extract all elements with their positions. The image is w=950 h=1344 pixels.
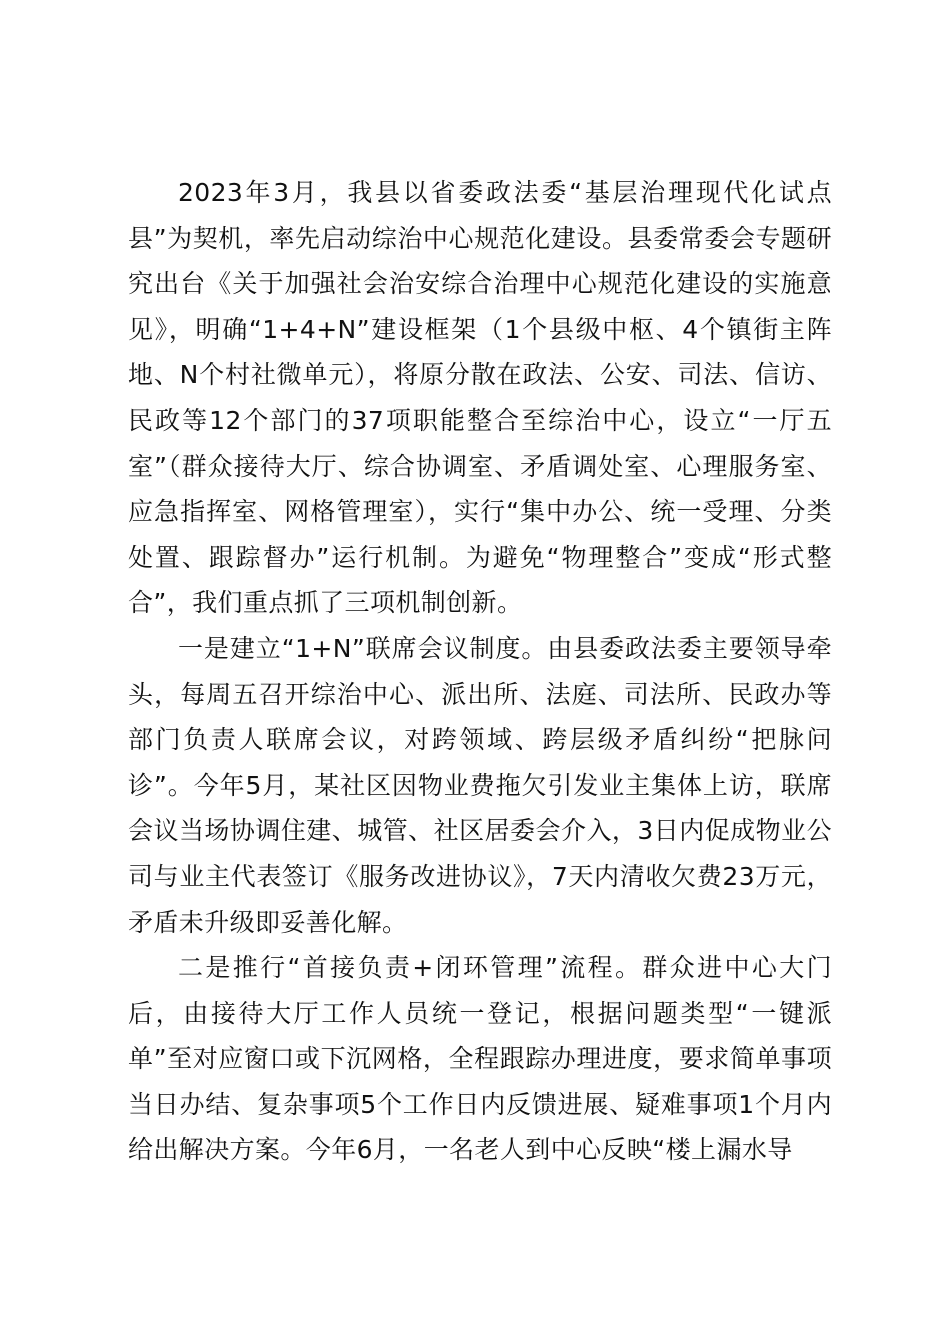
paragraph-first-contact: 二是推行“首接负责+闭环管理”流程。群众进中心大门后，由接待大厅工作人员统一登记，根据问题类型“一键派单”至对应窗口或下沉网格，全程跟踪办理进度，要求简单事项当日办结、复杂事项5个工作日内反馈进展、疑难事项1个月内给出解决方案。今年6月，一名老人到中心反映“楼上漏水导 <box>128 953 832 1165</box>
paragraph-intro: 2023年3月，我县以省委政法委“基层治理现代化试点县”为契机，率先启动综治中心规范化建设。县委常委会专题研究出台《关于加强社会治安综合治理中心规范化建设的实施意见》，明确“1+4+N”建设框架（1个县级中枢、4个镇街主阵地、N个村社微单元），将原分散在政法、公安、司法、信访、民政等12个部门的37项职能整合至综治中心，设立“一厅五室”（群众接待大厅、综合协调室、矛盾调处室、心理服务室、应急指挥室、网格管理室），实行“集中办公、统一受理、分类处置、跟踪督办”运行机制。为避免“物理整合”变成“形式整合”，我们重点抓了三项机制创新。 <box>128 178 832 618</box>
document-body <box>128 170 832 1173</box>
paragraph-joint-meeting: 一是建立“1+N”联席会议制度。由县委政法委主要领导牵头，每周五召开综治中心、派出所、法庭、司法所、民政办等部门负责人联席会议，对跨领域、跨层级矛盾纠纷“把脉问诊”。今年5月，某社区因物业费拖欠引发业主集体上访，联席会议当场协调住建、城管、社区居委会介入，3日内促成物业公司与业主代表签订《服务改进协议》，7天内清收欠费23万元，矛盾未升级即妥善化解。 <box>128 633 832 937</box>
